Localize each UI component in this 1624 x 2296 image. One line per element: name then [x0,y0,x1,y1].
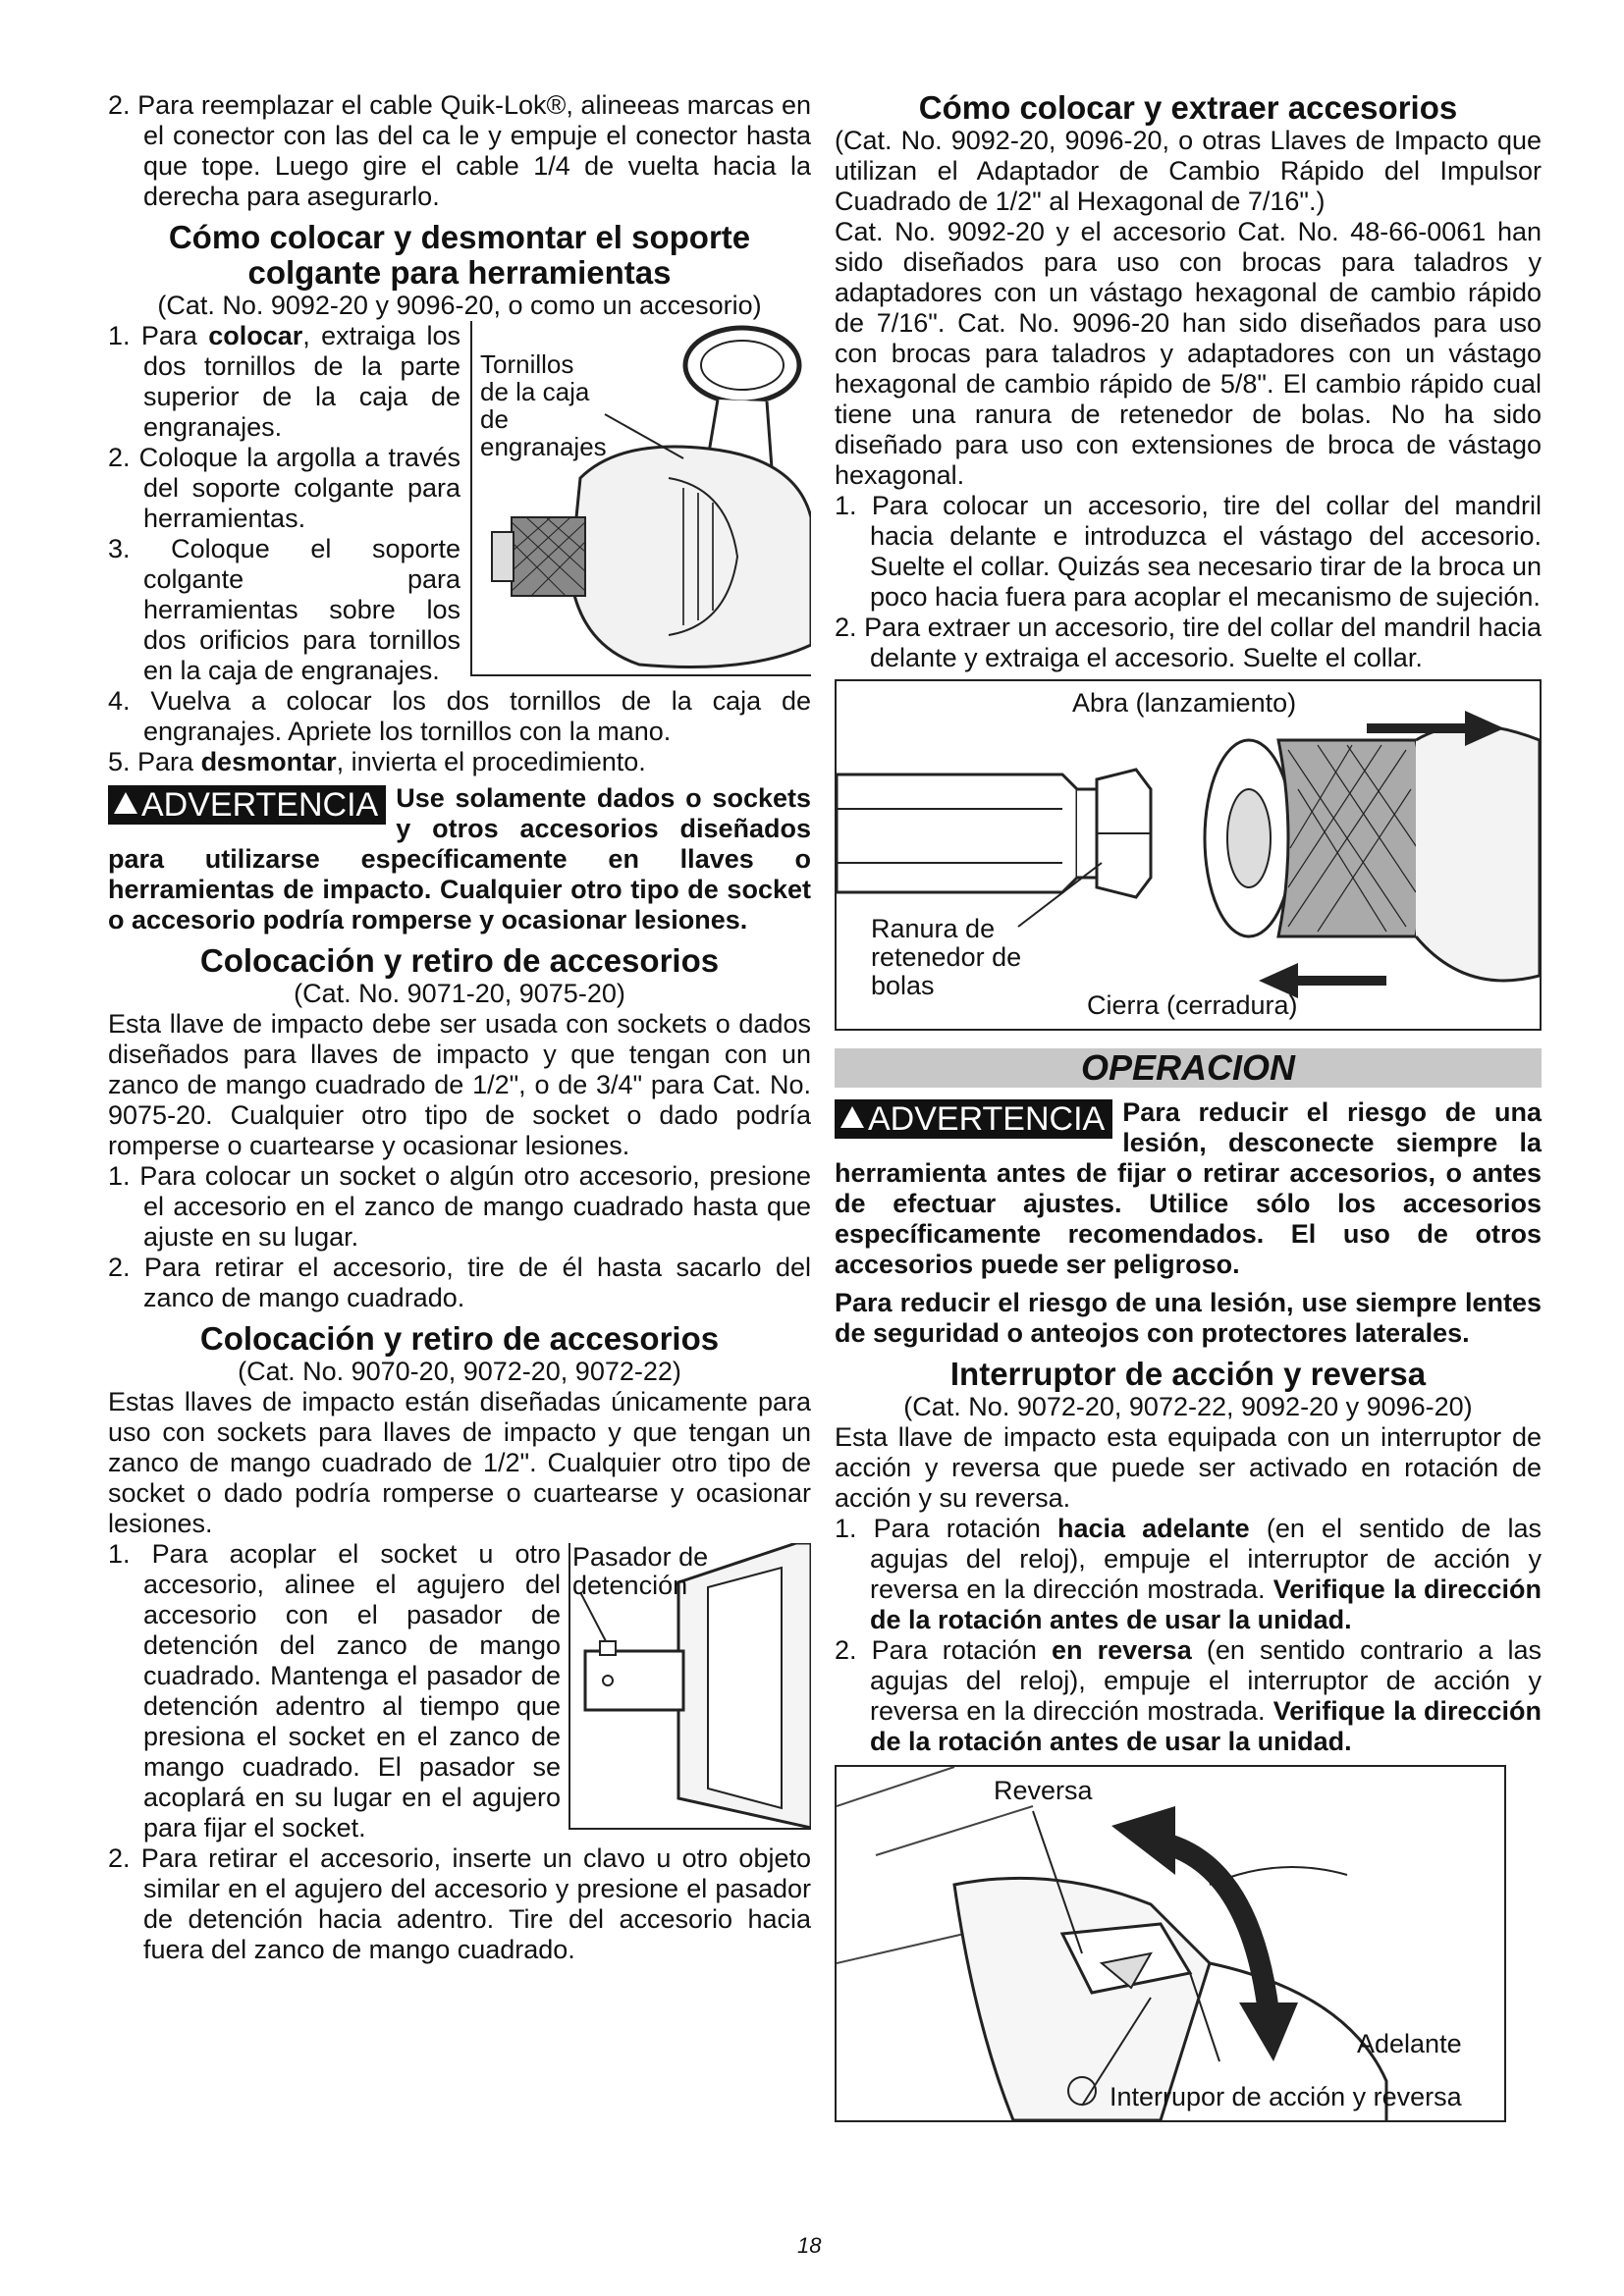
left-column [108,90,811,1965]
warning-triangle-icon [114,792,137,814]
switch-label: Interrupor de acción y reversa [1110,2082,1462,2111]
hanger-title: Cómo colocar y desmontar el soporte colgante para herramientas [168,219,751,291]
hanger-step-1-pre: 1. Para [108,321,209,350]
accessories-body-1: Esta llave de impacto debe ser usada con sockets o dados diseñados para llaves de impacto y que tengan con un zanco de mango cuadrado de 1/2", o de 3/4" para Cat. No. 9075-20. Cualquier otro tipo de socket o dado podría romperse o cuartearse y ocasionar lesiones. [108,1009,811,1160]
switch-body: Esta llave de impacto esta equipada con un interruptor de acción y reversa que puede ser activado en rotación de acción y su reversa. [835,1422,1542,1513]
hanger-cat: (Cat. No. 9092-20 y 9096-20, o como un accesorio) [157,291,762,320]
accessories-2-step-1: 1. Para acoplar el socket u otro accesorio, alinee el agujero del accesorio con el pasador de detención del zanco de mango cuadrado. Mantenga el pasador de detención adentro al tiempo que presiona el socket en el zanco de mango cuadrado. El pasador se acoplará en su lugar en el agujero para fijar el socket. [108,1539,561,1842]
right-column [835,90,1542,2122]
warning-triangle-icon-2 [840,1106,864,1128]
page-number: 18 [797,2233,822,2258]
hanger-step-5-pre: 5. Para [108,747,201,776]
forward-reverse-switch-illustration [837,1767,1504,2120]
extract-title: Cómo colocar y extraer accesorios [918,89,1458,126]
switch-step-2-pre: 2. Para rotación [835,1635,1052,1665]
forward-reverse-figure [835,1765,1506,2122]
extract-body: Cat. No. 9092-20 y el accesorio Cat. No. 48-66-0061 han sido diseñados para uso con brocas para taladros y adaptadores con un vástago hexagonal de cambio rápido de 7/16". Cat. No. 9096-20 han sido diseñados para uso con brocas para taladros y adaptadores con un vástago hexagonal de cambio rápido de 5/8". El cambio rápido cual tiene una ranura de retenedor de bolas. No ha sido diseñado para uso con extensiones de broca de vástago hexagonal. [835,217,1542,490]
switch-step-1-pre: 1. Para rotación [835,1514,1057,1543]
reverse-label: Reversa [994,1776,1093,1805]
switch-step-1-verify: Verifique la dirección de la rotación antes de usar la unidad. [870,1575,1542,1634]
switch-step-1 [835,1514,1542,1635]
extract-step-1: 1. Para colocar un accesorio, tire del collar del mandril hacia delante e introduzca el vástago del accesorio. Suelte el collar. Quizás sea necesario tirar de la broca un poco hacia fuera para acoplar el mecanismo de sujeción. [835,491,1542,612]
accessories-1-step-1: 1. Para colocar un socket o algún otro accesorio, presione el accesorio en el zanco de mango cuadrado hasta que ajuste en su lugar. [108,1161,811,1252]
detent-pin-label: Pasador de detención [572,1542,709,1600]
open-release-label: Abra (lanzamiento) [1072,688,1297,718]
warning-disconnect [835,1097,1542,1280]
accessories-1-step-2: 2. Para retirar el accesorio, tire de él hasta sacarlo del zanco de mango cuadrado. [108,1253,811,1312]
accessories-body-2: Estas llaves de impacto están diseñadas únicamente para uso con sockets para llaves de impacto y que tengan un zanco de mango cuadrado de 1/2". Cualquier otro tipo de socket o dado podría romperse o cuartearse y ocasionar lesiones. [108,1387,811,1538]
warning-sockets-text: Use solamente dados o sockets y otros accesorios diseñados para utilizarse específicamente en llaves o herramientas de impacto. Cualquier otro tipo de socket o accesorio podría romperse y ocasionar lesiones. [108,783,811,934]
switch-title: Interruptor de acción y reversa [949,1356,1427,1392]
warning-badge [108,785,386,825]
quiklok-step: 2. Para reemplazar el cable Quik-Lok®, alineeas marcas en el conector con las del ca le y empuje el conector hasta que tope. Luego gire el cable 1/4 de vuelta hacia la derecha para asegurarlo. [108,90,811,211]
extract-cat: (Cat. No. 9092-20, 9096-20, o otras Llaves de Impacto que utilizan el Adaptador de Cambio Rápido del Impulsor Cuadrado de 1/2" al Hexagonal de 7/16".) [835,126,1542,216]
warning-badge-2 [835,1099,1112,1139]
switch-cat: (Cat. No. 9072-20, 9072-22, 9092-20 y 9096-20) [903,1392,1473,1421]
hanger-screws-label: Tornillos de la caja de engranajes [480,349,607,461]
hanger-step-4: 4. Vuelva a colocar los dos tornillos de la caja de engranajes. Apriete los tornillos con la mano. [108,686,811,746]
warning-badge-label-2: ADVERTENCIA [868,1100,1106,1138]
switch-step-1-post: (en el sentido de las agujas del reloj), empuje el interruptor de acción y reversa en la dirección mostrada. [870,1514,1542,1604]
accessories-cat-2: (Cat. No. 9070-20, 9072-20, 9072-22) [238,1357,681,1386]
switch-step-2-bold: en reversa [1051,1635,1192,1665]
accessories-cat-1: (Cat. No. 9071-20, 9075-20) [294,979,625,1008]
hanger-step-1-bold: colocar [208,321,303,350]
switch-step-2-post: (en sentido contrario a las agujas del reloj), empuje el interruptor de acción y reversa en la dirección mostrada. [870,1635,1542,1726]
hanger-step-2: 2. Coloque la argolla a través del soporte colgante para herramientas. [108,443,460,533]
hanger-step-5-post: , invierta el procedimiento. [336,747,646,776]
hanger-step-5 [108,747,811,777]
hanger-step-3: 3. Coloque el soporte colgante para herramientas sobre los dos orificios para tornillos en la caja de engranajes. [108,534,460,685]
ball-detent-groove-label: Ranura de retenedor de bolas [871,914,1022,1000]
warning-safety-glasses: Para reducir el riesgo de una lesión, use siempre lentes de seguridad o anteojos con protectores laterales. [835,1288,1542,1348]
detent-pin-figure [568,1543,811,1830]
hanger-step-1-post: , extraiga los dos tornillos de la parte superior de la caja de engranajes. [143,321,460,442]
hanger-figure [470,321,811,676]
close-lock-label: Cierra (cerradura) [1087,990,1298,1020]
warning-disconnect-text: Para reducir el riesgo de una lesión, desconecte siempre la herramienta antes de fijar o retirar accesorios, o antes de efectuar ajustes. Utilice sólo los accesorios específicamente recomendados. El uso de otros accesorios puede ser peligroso. [835,1097,1542,1279]
quick-change-figure [835,679,1542,1031]
operation-header: OPERACION [835,1048,1542,1088]
accessories-title-2: Colocación y retiro de accesorios [199,1320,720,1357]
hanger-step-5-bold: desmontar [200,747,337,776]
switch-step-2-verify: Verifique la dirección de la rotación antes de usar la unidad. [870,1696,1542,1756]
switch-step-1-bold: hacia adelante [1056,1514,1250,1543]
accessories-2-step-2: 2. Para retirar el accesorio, inserte un clavo u otro objeto similar en el agujero del accesorio y presione el pasador de detención hacia adentro. Tire del accesorio hacia fuera del zanco de mango cuadrado. [108,1843,811,1964]
warning-sockets [108,783,811,935]
switch-step-2 [835,1635,1542,1757]
forward-label: Adelante [1357,2029,1462,2058]
extract-step-2: 2. Para extraer un accesorio, tire del collar del mandril hacia delante y extraiga el accesorio. Suelte el collar. [835,613,1542,672]
warning-badge-label: ADVERTENCIA [141,786,379,824]
accessories-title-1: Colocación y retiro de accesorios [199,942,720,979]
